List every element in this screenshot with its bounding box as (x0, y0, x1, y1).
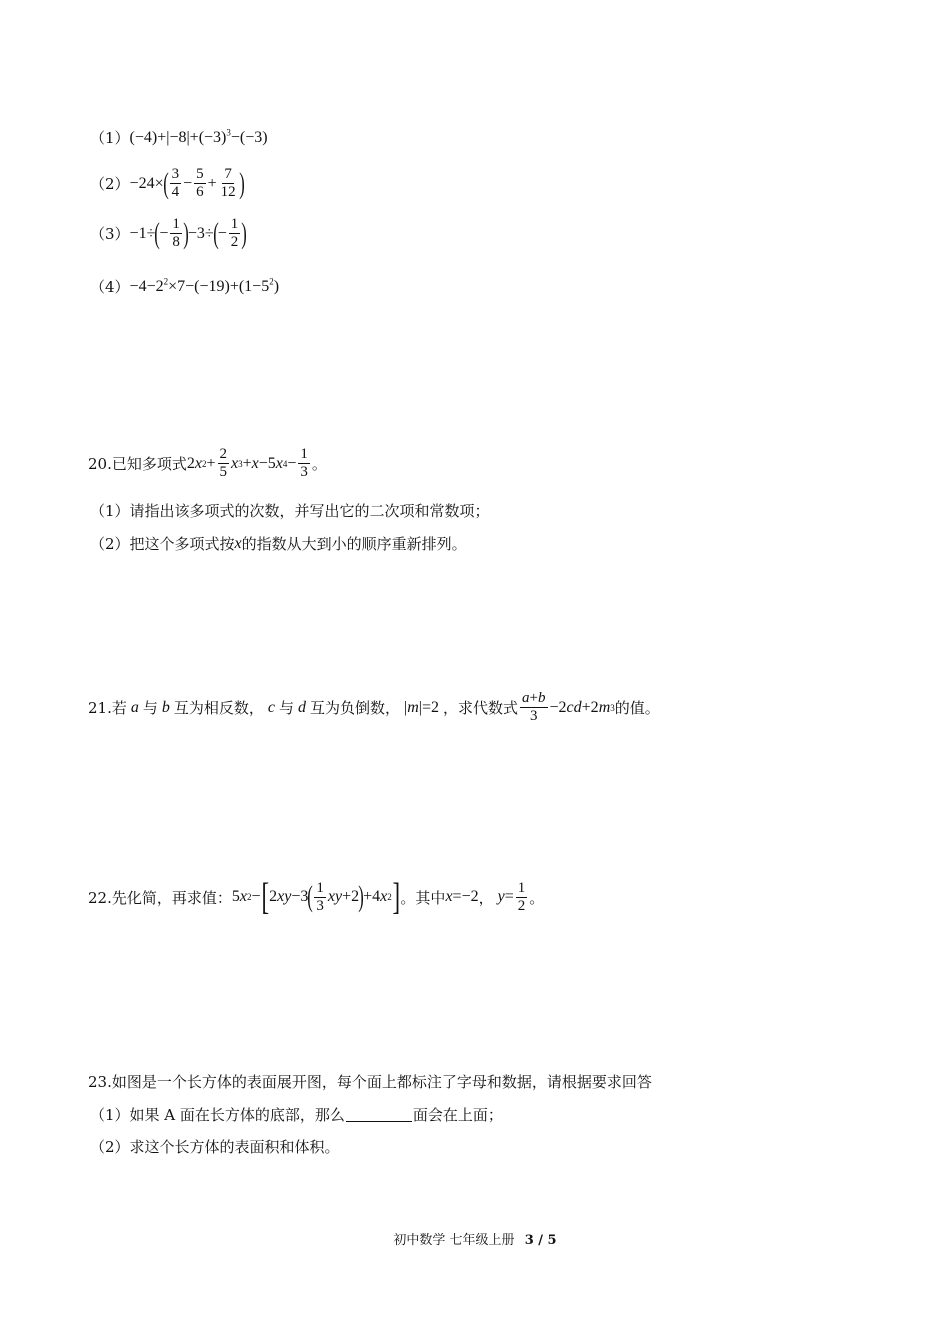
q19-part1: （1） $(-4)+|-8|+(-3)^3-(-3)$ (90, 127, 268, 147)
q19-part4: （4） $-4-2^2\times 7-(-19)+(1-5^2)$ (90, 276, 280, 296)
q19-part4-expression: $-4-2^2\times 7-(-19)+(1-5^2)$ (129, 276, 280, 295)
q23-stem: 23.如图是一个长方体的表面展开图，每个面上都标注了字母和数据，请根据要求回答 (88, 1073, 652, 1091)
q19-part3: （3） −1÷ ( − $\frac{1}{8}$ ) −3÷ ( − $\frac{1}{2}$ ) (90, 216, 247, 250)
q22-x-value: x=−2 (445, 888, 479, 905)
q19-part2: （2） −24× ( $\frac{3}{4}$ − $\frac{5}{6}$ + $\frac{7}{12}$ ) (90, 166, 245, 200)
q21-stem: 21.若 a 与 b 互为相反数， c 与 d 互为负倒数， |m|=2 ，求代数式 $\frac{a+b}{3}$ −2 cd +2 m 3 的值。 (88, 690, 660, 724)
q20-polynomial: 2 x 2 + $\frac{2}{5}$ x 3 + x −5 x 4 − $\frac{1}{3}$ (186, 446, 308, 480)
q23-part2: （2）求这个长方体的表面积和体积。 (90, 1138, 340, 1156)
q20-part1: （1）请指出该多项式的次数，并写出它的二次项和常数项； (90, 502, 490, 520)
q19-part2-expression: −24× ( $\frac{3}{4}$ − $\frac{5}{6}$ + $\frac{7}{12}$ ) (129, 166, 245, 200)
q19-part3-expression: −1÷ ( − $\frac{1}{8}$ ) −3÷ ( − $\frac{1}{2}$ ) (129, 216, 247, 250)
q22-y-value: y = $\frac{1}{2}$ (497, 879, 526, 914)
q20-stem: 20.已知多项式 2 x 2 + $\frac{2}{5}$ x 3 + x −5 x 4 − $\frac{1}{3}$ 。 (88, 446, 327, 480)
q19-part1-expression: $(-4)+|-8|+(-3)^3-(-3)$ (129, 127, 268, 146)
q23-part1: （1）如果 A 面在长方体的底部，那么 面会在上面； (90, 1106, 503, 1124)
page-number: 3 / 5 (524, 1233, 557, 1248)
q20-part2: （2）把这个多项式按 x 的指数从大到小的顺序重新排列。 (90, 534, 467, 553)
page-footer: 初中数学 七年级上册 3 / 5 (393, 1233, 557, 1248)
q23-answer-blank (346, 1107, 412, 1122)
q22-expression: 5 x 2 − [ 2 xy −3 ( $\frac{1}{3}$ xy +2 ) +4 x 2 ] (231, 876, 400, 918)
q21-expression: $\frac{a+b}{3}$ −2 cd +2 m 3 (522, 690, 615, 724)
q22-stem: 22.先化简，再求值： 5 x 2 − [ 2 xy −3 ( $\frac{1}{3}$ xy +2 ) +4 x 2 ] 。其中 x=−2 ， y = $\frac{1}{2}$ 。 (88, 876, 545, 918)
q21-abs-condition: |m|=2 (404, 698, 440, 716)
